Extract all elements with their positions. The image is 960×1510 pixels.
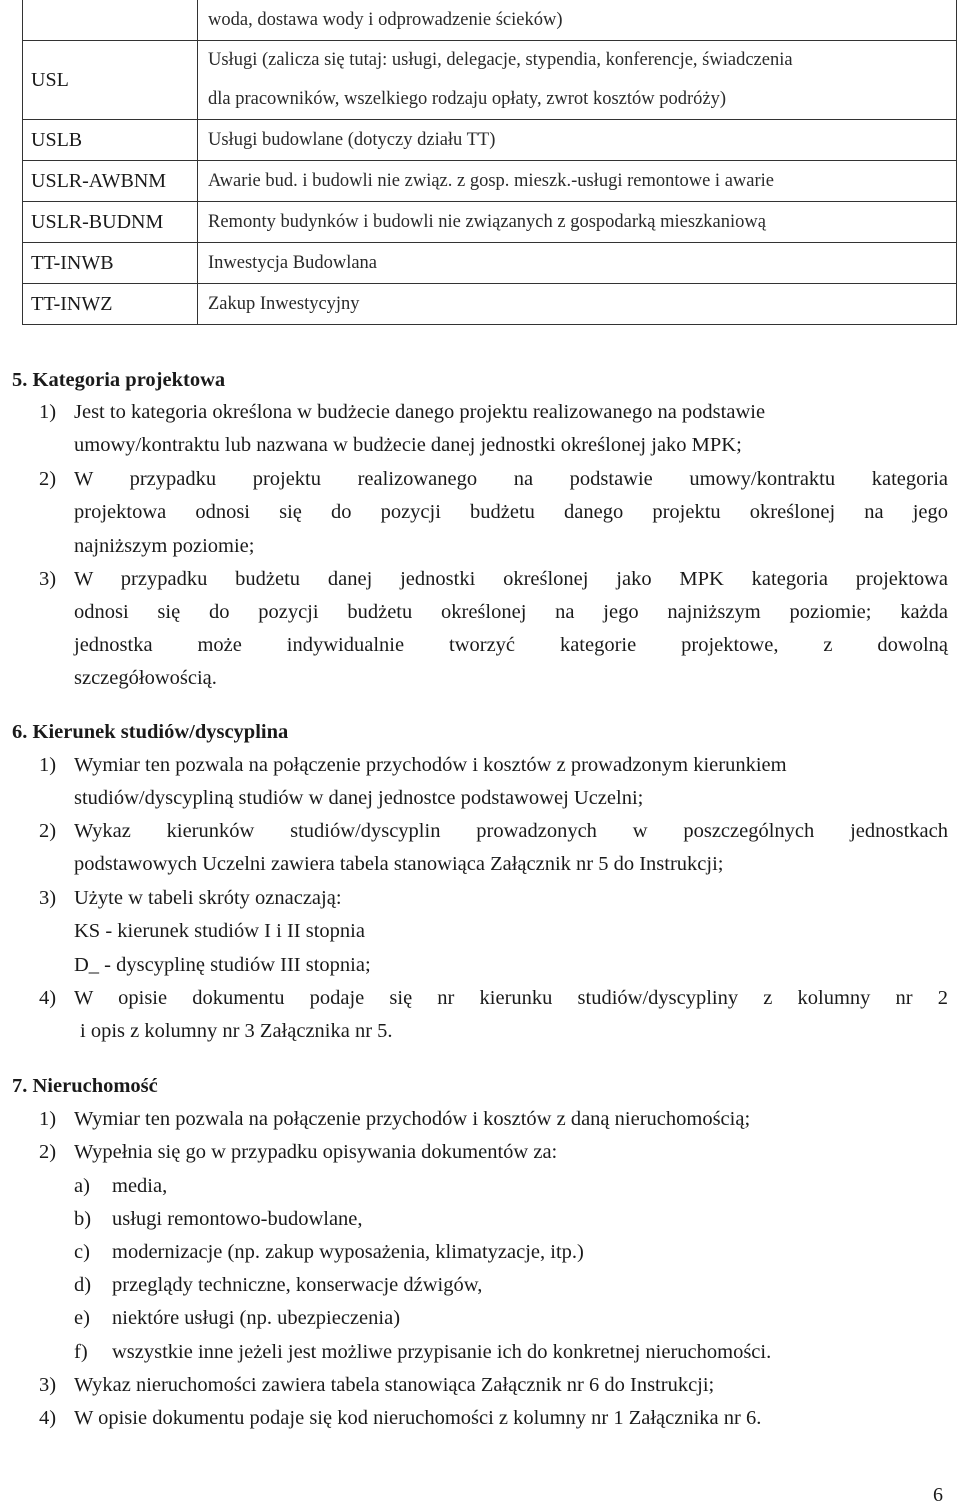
item-text: W opisie dokumentu podaje się nr kierunku studiów/dyscypliny z kolumny nr 2 bbox=[74, 987, 948, 1009]
sub-item-letter: a) bbox=[74, 1175, 90, 1197]
cost-type-table bbox=[22, 0, 957, 325]
sub-item-letter: d) bbox=[74, 1274, 92, 1296]
item-number: 2) bbox=[39, 468, 57, 490]
item-number: 1) bbox=[39, 1108, 57, 1130]
section-5-heading bbox=[12, 366, 225, 394]
table-desc-cell: Zakup Inwestycyjny bbox=[198, 284, 957, 325]
section-number: 7. bbox=[12, 1075, 28, 1097]
item-text: W opisie dokumentu podaje się kod nieruchomości z kolumny nr 1 Załącznika nr 6. bbox=[74, 1407, 762, 1429]
item-text: podstawowych Uczelni zawiera tabela stanowiąca Załącznik nr 5 do Instrukcji; bbox=[74, 853, 724, 875]
sub-item-text: wszystkie inne jeżeli jest możliwe przypisanie ich do konkretnej nieruchomości. bbox=[112, 1341, 772, 1363]
table-row bbox=[23, 243, 957, 284]
item-number: 3) bbox=[39, 568, 57, 590]
item-text: odnosi się do pozycji budżetu określonej na jego najniższym poziomie; każda bbox=[74, 601, 948, 623]
page-number: 6 bbox=[933, 1484, 943, 1506]
item-text: Jest to kategoria określona w budżecie danego projektu realizowanego na podstawie bbox=[74, 401, 766, 423]
item-number: 4) bbox=[39, 987, 57, 1009]
table-desc-cell bbox=[198, 41, 957, 120]
table-desc-cell: Awarie bud. i budowli nie związ. z gosp. mieszk.-usługi remontowe i awarie bbox=[198, 161, 957, 202]
item-number: 2) bbox=[39, 1141, 57, 1163]
table-row bbox=[23, 161, 957, 202]
item-text: i opis z kolumny nr 3 Załącznika nr 5. bbox=[80, 1020, 393, 1042]
item-number: 3) bbox=[39, 887, 57, 909]
sub-item-letter: b) bbox=[74, 1208, 92, 1230]
section-6-heading bbox=[12, 718, 288, 746]
item-text: Wypełnia się go w przypadku opisywania dokumentów za: bbox=[74, 1141, 558, 1163]
table-code-cell: USL bbox=[23, 41, 198, 120]
item-text: Wymiar ten pozwala na połączenie przychodów i kosztów z prowadzonym kierunkiem bbox=[74, 754, 787, 776]
item-text: Wymiar ten pozwala na połączenie przychodów i kosztów z daną nieruchomością; bbox=[74, 1108, 751, 1130]
table-desc-cell: Inwestycja Budowlana bbox=[198, 243, 957, 284]
item-text: jednostka może indywidualnie tworzyć kategorie projektowe, z dowolną bbox=[74, 634, 948, 656]
table-code-cell: USLR-AWBNM bbox=[23, 161, 198, 202]
abbreviation-ks: KS - kierunek studiów I i II stopnia bbox=[74, 920, 365, 942]
table-row bbox=[23, 284, 957, 325]
table-desc-cell: woda, dostawa wody i odprowadzenie ścieków) bbox=[198, 0, 957, 41]
item-number: 1) bbox=[39, 401, 57, 423]
table-code-cell: TT-INWZ bbox=[23, 284, 198, 325]
item-text: Wykaz kierunków studiów/dyscyplin prowadzonych w poszczególnych jednostkach bbox=[74, 820, 948, 842]
section-number: 6. bbox=[12, 721, 28, 743]
table-row bbox=[23, 120, 957, 161]
table-desc-cell: Remonty budynków i budowli nie związanych z gospodarką mieszkaniową bbox=[198, 202, 957, 243]
table-code-cell: USLB bbox=[23, 120, 198, 161]
section-title: Kategoria projektowa bbox=[32, 369, 226, 391]
table-row bbox=[23, 202, 957, 243]
sub-item-text: usługi remontowo-budowlane, bbox=[112, 1208, 363, 1230]
sub-item-letter: f) bbox=[74, 1341, 88, 1363]
item-number: 3) bbox=[39, 1374, 57, 1396]
item-text: umowy/kontraktu lub nazwana w budżecie danej jednostki określonej jako MPK; bbox=[74, 434, 742, 456]
sub-item-text: modernizacje (np. zakup wyposażenia, klimatyzacje, itp.) bbox=[112, 1241, 584, 1263]
item-text: W przypadku projektu realizowanego na podstawie umowy/kontraktu kategoria bbox=[74, 468, 948, 490]
item-number: 2) bbox=[39, 820, 57, 842]
section-7-heading bbox=[12, 1072, 158, 1100]
item-number: 1) bbox=[39, 754, 57, 776]
sub-item-text: przeglądy techniczne, konserwacje dźwigów, bbox=[112, 1274, 483, 1296]
sub-item-text: niektóre usługi (np. ubezpieczenia) bbox=[112, 1307, 401, 1329]
item-text: projektowa odnosi się do pozycji budżetu danego projektu określonej na jego bbox=[74, 501, 948, 523]
sub-item-letter: c) bbox=[74, 1241, 90, 1263]
item-text: Użyte w tabeli skróty oznaczają: bbox=[74, 887, 342, 909]
table-row bbox=[23, 41, 957, 120]
item-text: szczegółowością. bbox=[74, 667, 217, 689]
section-title: Kierunek studiów/dyscyplina bbox=[32, 721, 289, 743]
sub-item-text: media, bbox=[112, 1175, 168, 1197]
item-text: W przypadku budżetu danej jednostki określonej jako MPK kategoria projektowa bbox=[74, 568, 948, 590]
table-code-cell: USLR-BUDNM bbox=[23, 202, 198, 243]
section-title: Nieruchomość bbox=[32, 1075, 158, 1097]
table-desc-line: dla pracowników, wszelkiego rodzaju opłaty, zwrot kosztów podróży) bbox=[208, 89, 727, 109]
item-text: studiów/dyscypliną studiów w danej jednostce podstawowej Uczelni; bbox=[74, 787, 644, 809]
sub-item-letter: e) bbox=[74, 1307, 90, 1329]
table-code-cell bbox=[23, 0, 198, 41]
item-text: najniższym poziomie; bbox=[74, 535, 255, 557]
table-desc-cell: Usługi budowlane (dotyczy działu TT) bbox=[198, 120, 957, 161]
table-row bbox=[23, 0, 957, 41]
item-number: 4) bbox=[39, 1407, 57, 1429]
item-text: Wykaz nieruchomości zawiera tabela stanowiąca Załącznik nr 6 do Instrukcji; bbox=[74, 1374, 715, 1396]
section-number: 5. bbox=[12, 369, 28, 391]
abbreviation-d: D_ - dyscyplinę studiów III stopnia; bbox=[74, 954, 371, 976]
table-desc-line: Usługi (zalicza się tutaj: usługi, delegacje, stypendia, konferencje, świadczenia bbox=[208, 50, 793, 70]
table-code-cell: TT-INWB bbox=[23, 243, 198, 284]
